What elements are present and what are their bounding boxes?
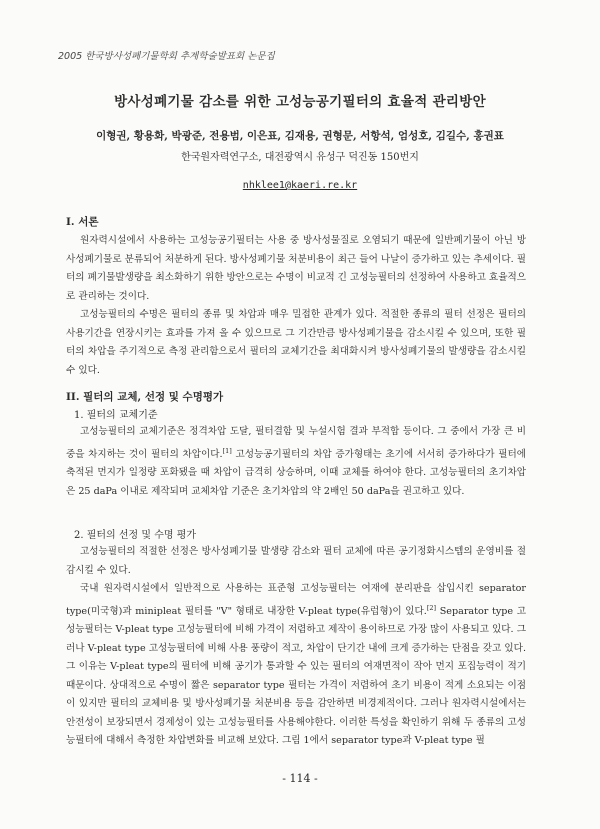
running-header: 2005 한국방사성폐기물학회 추계학술발표회 논문집: [58, 51, 275, 62]
paragraph-text: 고성능공기필터의 차압 증가형태는 초기에 서서히 증가하다가 필터에 축적된 먼지가 일정량 포화됐을 때 차압이 급격히 상승하며, 이때 교체를 하여야 한다. 고성능필터의 초기차압은 25 daPa 이내로 제작되며 교체차압 기준은 초기차압의 약 2배인 50 daPa을 권고하고 있다.: [66, 448, 526, 497]
page-number: - 114 -: [282, 772, 318, 785]
paragraph-text: 국내 원자력시설에서 일반적으로 사용하는 표준형 고성능필터는 여재에 분리판을 삽입시킨 separator type(미국형)과 minipleat 필터를 "V" 형태로 내장한 V-pleat type(유럽형)이 있다.: [66, 583, 526, 617]
contact-email: nhklee1@kaeri.re.kr: [242, 180, 358, 191]
paragraph: 고성능필터의 적절한 선정은 방사성폐기물 발생량 감소와 필터 교체에 따른 공기정화시스템의 운영비를 절감시킬 수 있다.: [66, 546, 526, 576]
subsection-2-body: [66, 543, 526, 751]
affiliation: 한국원자력연구소, 대전광역시 유성구 덕진동 150번지: [181, 152, 419, 163]
paper-title: 방사성폐기물 감소를 위한 고성능공기필터의 효율적 관리방안: [114, 94, 486, 110]
paragraph-text: 고성능필터의 교체기준은 정격차압 도달, 필터결함 및 누설시험 결과 부적합 등이다. 그 중에서 가장 큰 비중을 차지하는 것이 필터의 차압이다.: [66, 426, 526, 460]
citation: [2]: [426, 603, 437, 612]
subsection-1-heading: 1. 필터의 교체기준: [74, 410, 158, 421]
subsection-1-body: [66, 423, 526, 501]
section-2-heading: II. 필터의 교체, 선정 및 수명평가: [66, 391, 224, 403]
author-list: 이형권, 황용화, 박광준, 전용범, 이은표, 김재용, 권형문, 서항석, 엄성호, 김길수, 홍권표: [96, 130, 504, 142]
paragraph: 원자력시설에서 사용하는 고성능공기필터는 사용 중 방사성물질로 오염되기 때문에 일반폐기물이 아닌 방사성폐기물로 분류되어 처분하게 된다. 방사성폐기물 처분비용이 최근 들어 나날이 증가하고 있는 추세이다. 필터의 폐기물발생량을 최소화하기 위한 방안으로는 수명이 비교적 긴 고성능필터의 선정하여 사용하고 효율적으로 관리하는 것이다.: [66, 235, 526, 302]
paragraph-text: Separator type 고성능필터는 V-pleat type 고성능필터에 비해 가격이 저렴하고 제작이 용이하므로 가장 많이 사용되고 있다. 그러나 V-pleat type 고성능필터에 비해 사용 풍량이 적고, 차압이 단기간 내에 크게 증가하는 단점을 갖고 있다. 그 이유는 V-pleat type의 필터에 비해 공기가 통과할 수 있는 필터의 여재면적이 작아 먼지 포집능력이 적기 때문이다. 상대적으로 수명이 짧은 separator type 필터는 가격이 저렴하여 초기 비용이 적게 소요되는 이점이 있지만 필터의 교체비용 및 방사성폐기물 처분비용 등을 감안하면 비경제적이다. 그러나 원자력시설에서는 안전성이 보장되면서 경제성이 있는 고성능필터를 사용해야한다. 이러한 특성을 확인하기 위해 두 종류의 고성능필터에 대해서 측정한 차압변화를 비교해 보았다. 그림 1에서 separator type과 V-pleat type 필: [66, 605, 526, 747]
paragraph: [66, 580, 526, 751]
citation: [1]: [222, 446, 232, 455]
subsection-2-heading: 2. 필터의 선정 및 수명 평가: [74, 530, 197, 541]
section-1-body: [66, 232, 526, 380]
paragraph: [66, 423, 526, 501]
section-1-heading: I. 서론: [66, 216, 99, 228]
paragraph: 고성능필터의 수명은 필터의 종류 및 차압과 매우 밀접한 관계가 있다. 적절한 종류의 필터 선정은 필터의 사용기간을 연장시키는 효과를 가져 올 수 있으므로 그 기간만큼 방사성폐기물을 감소시킬 수 있으며, 또한 필터의 차압을 주기적으로 측정 관리함으로서 필터의 교체기간을 최대화시켜 방사성폐기물의 발생량을 감소시킬 수 있다.: [66, 309, 526, 376]
